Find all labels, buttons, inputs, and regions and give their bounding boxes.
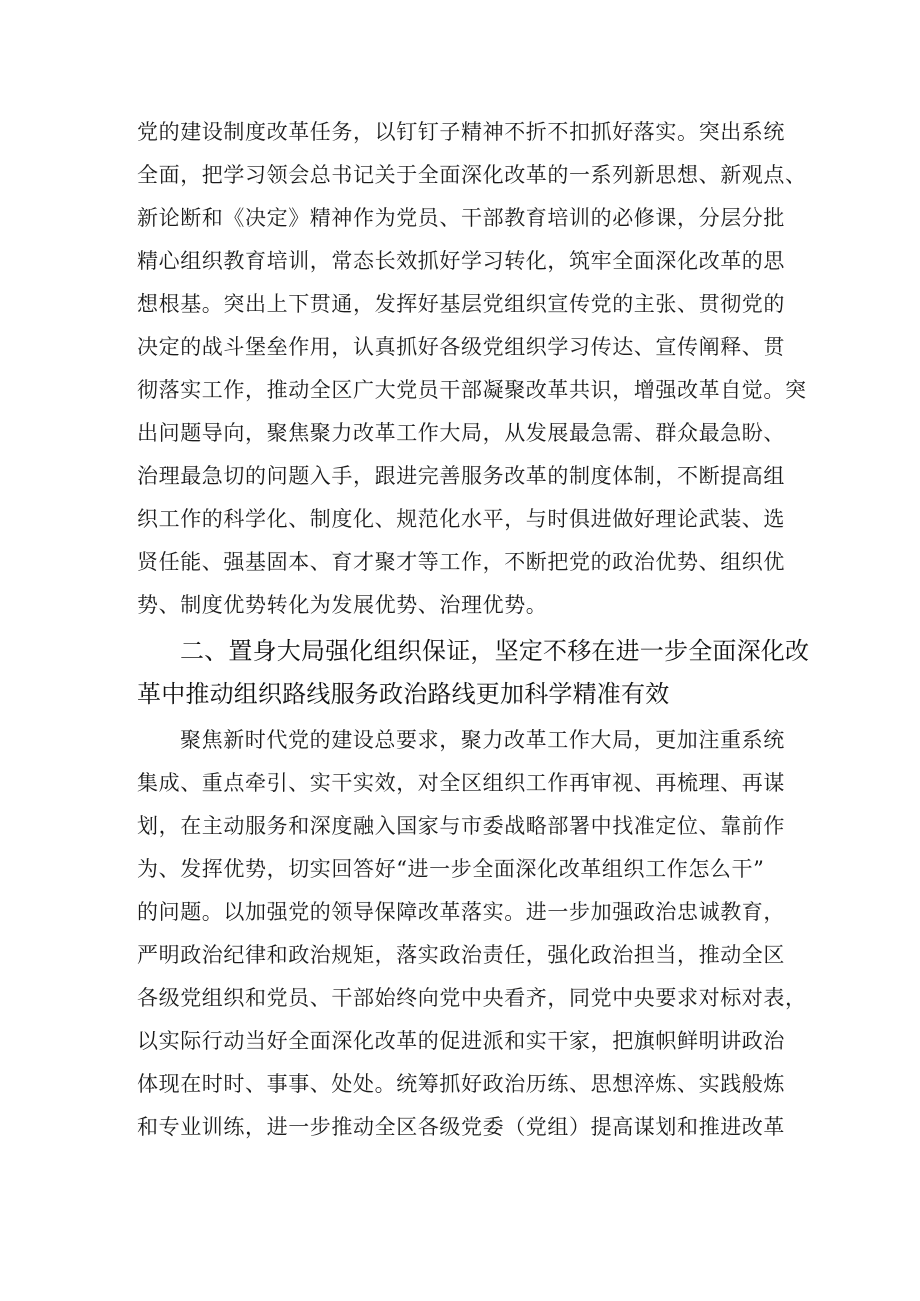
paragraph-line: 划，在主动服务和深度融入国家与市委战略部署中找准定位、靠前作 [137,814,785,838]
paragraph-line: 体现在时时、事事、处处。统筹抓好政治历练、思想淬炼、实践般炼 [137,1072,785,1096]
paragraph-line: 聚焦新时代党的建设总要求，聚力改革工作大局，更加注重系统 [180,728,785,752]
paragraph-line: 党的建设制度改革任务，以钉钉子精神不折不扣抓好落实。突出系统 [137,120,785,144]
paragraph-line: 全面，把学习领会总书记关于全面深化改革的一系列新思想、新观点、 [137,163,807,187]
paragraph-line: 想根基。突出上下贯通，发挥好基层党组织宣传党的主张、贯彻党的 [137,292,785,316]
paragraph-line: 为、发挥优势，切实回答好“进一步全面深化改革组织工作怎么干” [137,857,765,881]
paragraph-line: 集成、重点牵引、实干实效，对全区组织工作再审视、再梳理、再谋 [137,771,785,795]
paragraph-line: 新论断和《决定》精神作为党员、干部教育培训的必修课，分层分批 [137,206,785,230]
paragraph-line: 出问题导向，聚焦聚力改革工作大局，从发展最急需、群众最急盼、 [137,421,785,445]
heading-line: 二、置身大局强化组织保证，坚定不移在进一步全面深化改 [180,637,810,665]
paragraph-line: 彻落实工作，推动全区广大党员干部凝聚改革共识，增强改革自觉。突 [137,378,807,402]
paragraph-line: 各级党组织和党员、干部始终向党中央看齐，同党中央要求对标对表， [137,986,807,1010]
paragraph-line: 决定的战斗堡垒作用，认真抓好各级党组织学习传达、宣传阐释、贯 [137,335,785,359]
paragraph-line: 贤任能、强基固本、育才聚才等工作，不断把党的政治优势、组织优 [137,550,785,574]
paragraph-line: 治理最急切的问题入手，跟进完善服务改革的制度体制，不断提高组 [137,464,785,488]
paragraph-line: 精心组织教育培训，常态长效抓好学习转化，筑牢全面深化改革的思 [137,249,785,273]
paragraph-line: 的问题。以加强党的领导保障改革落实。进一步加强政治忠诚教育， [137,900,785,924]
paragraph-line: 以实际行动当好全面深化改革的促进派和实干家，把旗帜鲜明讲政治 [137,1029,785,1053]
paragraph-line: 织工作的科学化、制度化、规范化水平，与时俱进做好理论武装、选 [137,507,785,531]
paragraph-line: 和专业训练，进一步推动全区各级党委（党组）提高谋划和推进改革 [137,1115,785,1139]
paragraph-line: 严明政治纪律和政治规矩，落实政治责任，强化政治担当，推动全区 [137,943,785,967]
heading-line: 革中推动组织路线服务政治路线更加科学精准有效 [137,680,670,708]
paragraph-line: 势、制度优势转化为发展优势、治理优势。 [137,593,548,617]
